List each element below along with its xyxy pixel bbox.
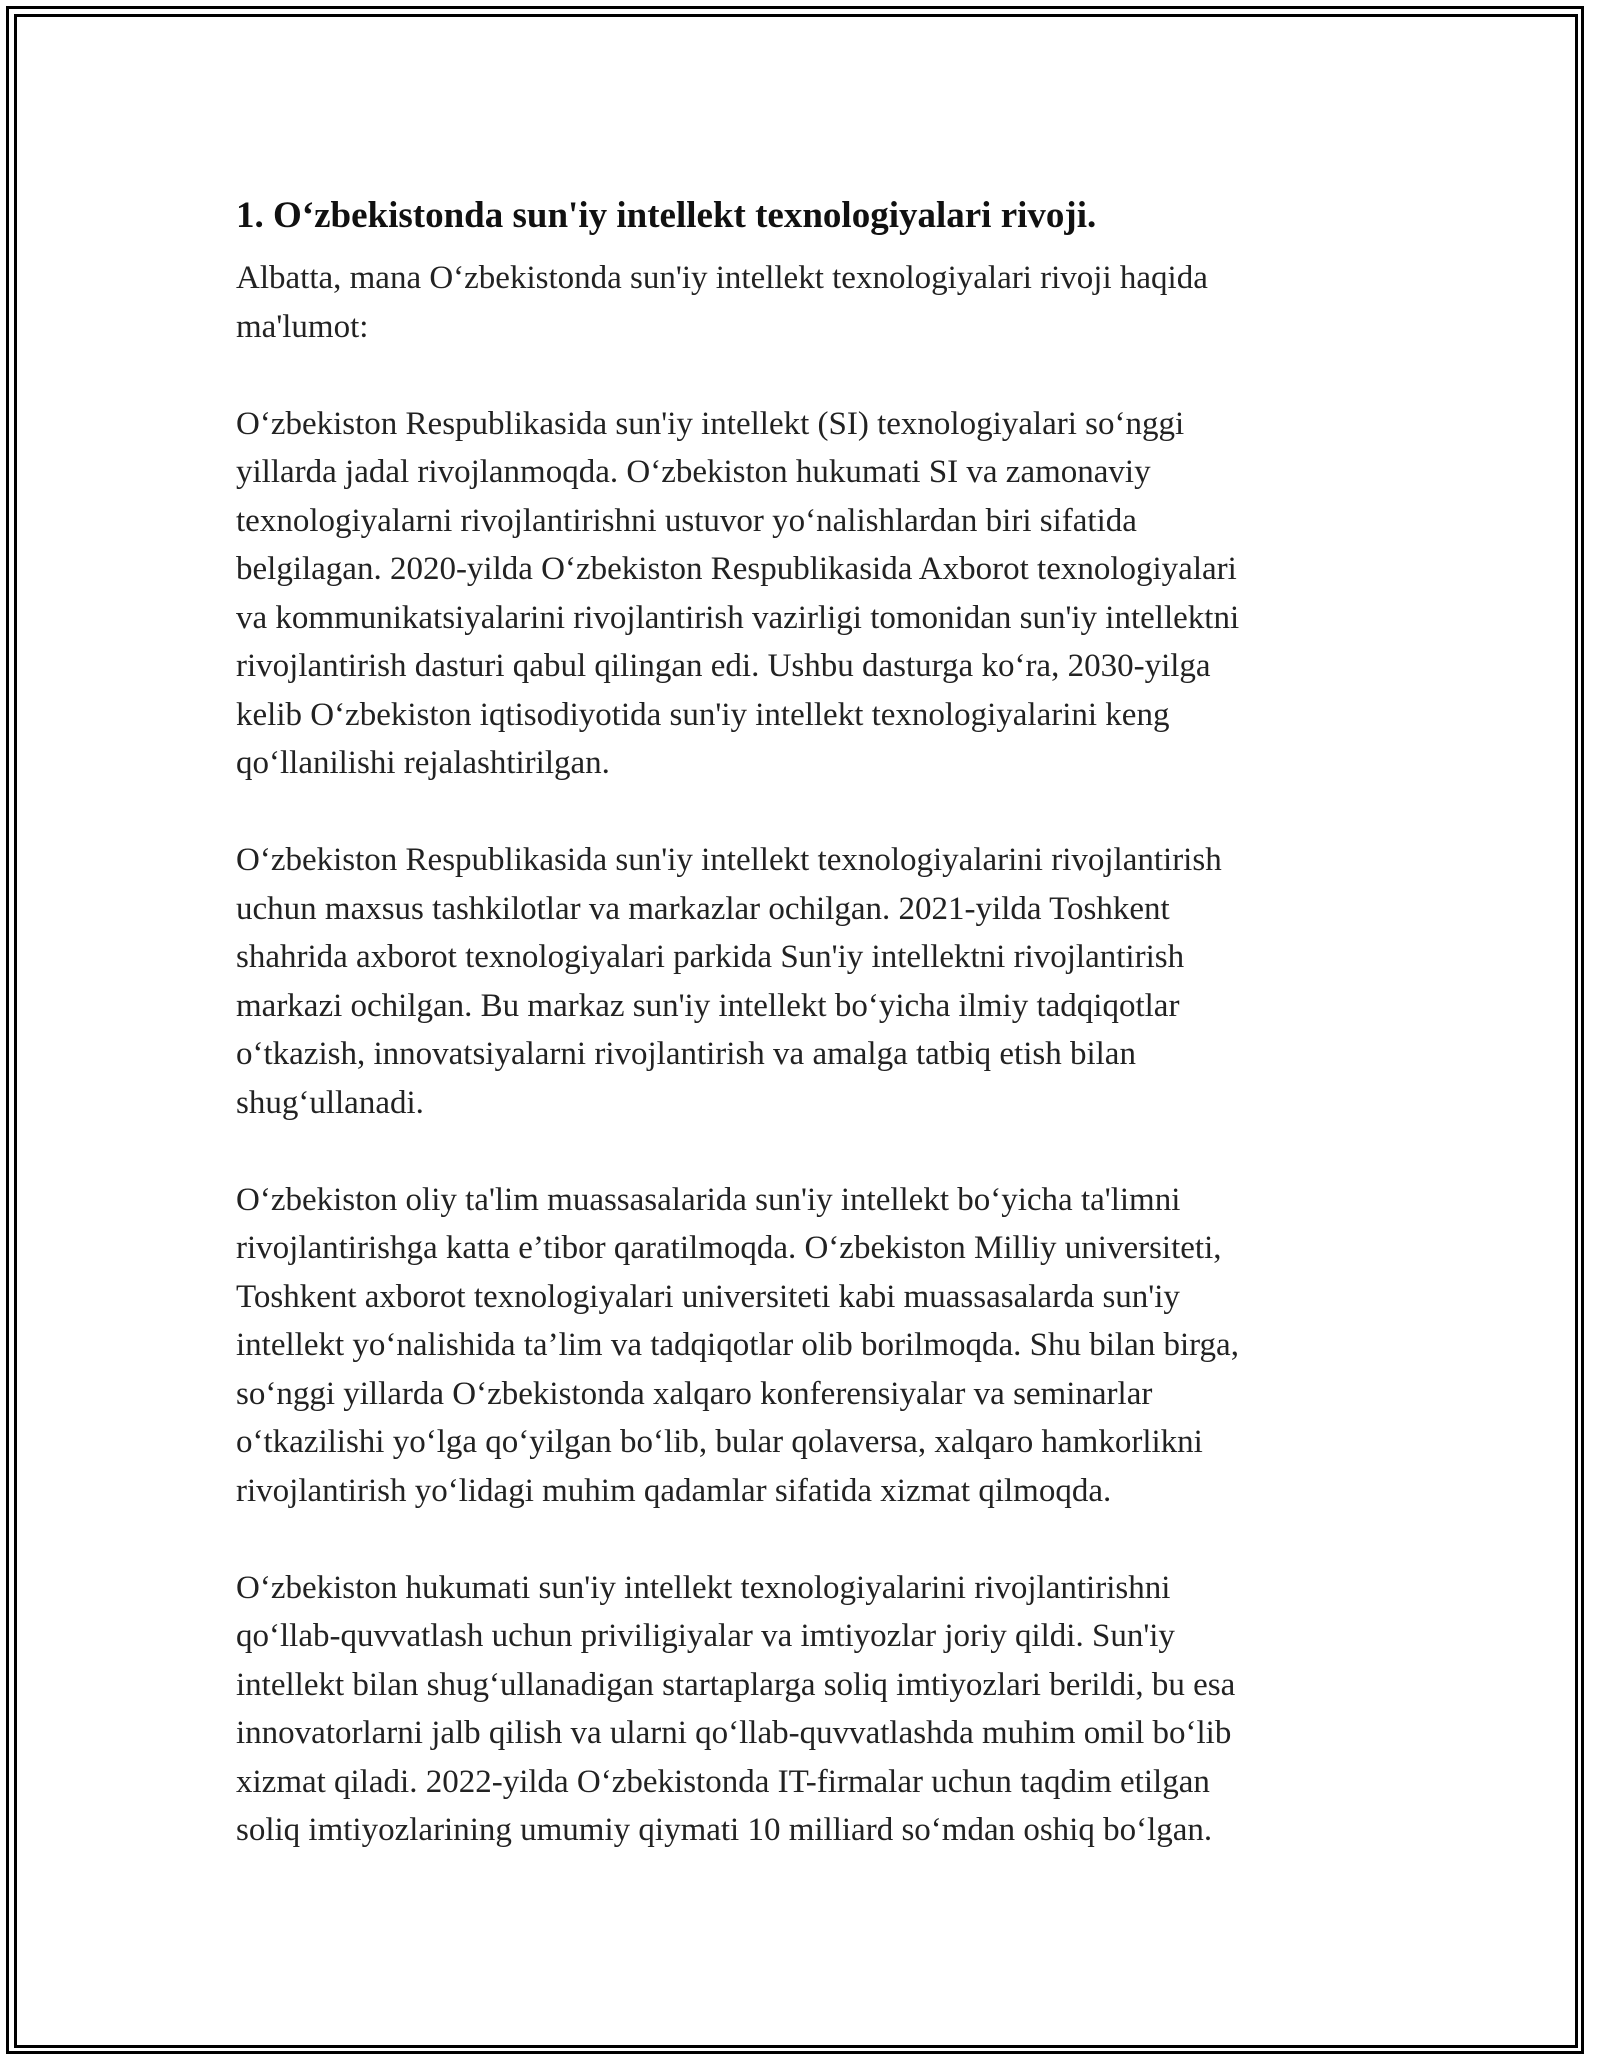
paragraph-line: oʻtkazilishi yoʻlga qoʻyilgan boʻlib, bular qolaversa, xalqaro hamkorlikni bbox=[236, 1424, 1203, 1460]
paragraph-line: oʻtkazish, innovatsiyalarni rivojlantirish va amalga tatbiq etish bilan bbox=[236, 1036, 1136, 1072]
paragraph-line: Oʻzbekiston Respublikasida sun'iy intellekt texnologiyalarini rivojlantirish bbox=[236, 842, 1222, 878]
paragraph-line: Oʻzbekiston Respublikasida sun'iy intellekt (SI) texnologiyalari soʻnggi bbox=[236, 405, 1185, 442]
paragraph-education bbox=[236, 1176, 1356, 1516]
paragraph-line: yillarda jadal rivojlanmoqda. Oʻzbekiston hukumati SI va zamonaviy bbox=[236, 454, 1151, 490]
paragraph-line: Oʻzbekiston hukumati sun'iy intellekt texnologiyalarini rivojlantirishni bbox=[236, 1569, 1171, 1606]
paragraph-line: texnologiyalarni rivojlantirishni ustuvor yoʻnalishlardan biri sifatida bbox=[236, 502, 1137, 539]
paragraph-line: shahrida axborot texnologiyalari parkida Sun'iy intellektni rivojlantirish bbox=[236, 939, 1185, 975]
paragraph-government-support bbox=[236, 1564, 1356, 1855]
paragraph-line: intellekt yoʻnalishida ta’lim va tadqiqotlar olib borilmoqda. Shu bilan birga, bbox=[236, 1327, 1239, 1363]
paragraph-si-development bbox=[236, 400, 1356, 788]
paragraph-line: soʻnggi yillarda Oʻzbekistonda xalqaro konferensiyalar va seminarlar bbox=[236, 1375, 1153, 1412]
paragraph-line: va kommunikatsiyalarini rivojlantirish vazirligi tomonidan sun'iy intellektni bbox=[236, 599, 1240, 636]
paragraph-intro bbox=[236, 254, 1356, 351]
paragraph-line: kelib Oʻzbekiston iqtisodiyotida sun'iy intellekt texnologiyalarini keng bbox=[236, 696, 1170, 733]
paragraph-line: belgilagan. 2020-yilda Oʻzbekiston Respublikasida Axborot texnologiyalari bbox=[236, 551, 1237, 587]
paragraph-line: rivojlantirishga katta e’tibor qaratilmoqda. Oʻzbekiston Milliy universiteti, bbox=[236, 1230, 1222, 1266]
paragraph-line: ma'lumot: bbox=[236, 308, 369, 345]
paragraph-line: Toshkent axborot texnologiyalari universiteti kabi muassasalarda sun'iy bbox=[236, 1278, 1180, 1315]
paragraph-centers bbox=[236, 836, 1356, 1127]
paragraph-line: rivojlantirish dasturi qabul qilingan edi. Ushbu dasturga koʻra, 2030-yilga bbox=[236, 648, 1211, 684]
paragraph-line: Albatta, mana Oʻzbekistonda sun'iy intellekt texnologiyalari rivoji haqida bbox=[236, 260, 1208, 296]
paragraph-line: xizmat qiladi. 2022-yilda Oʻzbekistonda IT-firmalar uchun taqdim etilgan bbox=[236, 1763, 1210, 1800]
paragraph-line: markazi ochilgan. Bu markaz sun'iy intellekt boʻyicha ilmiy tadqiqotlar bbox=[236, 987, 1180, 1024]
paragraph-line: soliq imtiyozlarining umumiy qiymati 10 milliard soʻmdan oshiq boʻlgan. bbox=[236, 1812, 1213, 1848]
paragraph-line: qoʻllanilishi rejalashtirilgan. bbox=[236, 745, 610, 781]
paragraph-line: intellekt bilan shugʻullanadigan startaplarga soliq imtiyozlari berildi, bu esa bbox=[236, 1666, 1236, 1703]
document-body bbox=[236, 186, 1356, 1903]
paragraph-line: qoʻllab-quvvatlash uchun priviligiyalar va imtiyozlar joriy qildi. Sun'iy bbox=[236, 1618, 1175, 1654]
paragraph-line: uchun maxsus tashkilotlar va markazlar ochilgan. 2021-yilda Toshkent bbox=[236, 890, 1170, 927]
paragraph-line: Oʻzbekiston oliy ta'lim muassasalarida sun'iy intellekt boʻyicha ta'limni bbox=[236, 1181, 1181, 1218]
paragraph-line: shugʻullanadi. bbox=[236, 1084, 424, 1121]
paragraph-line: rivojlantirish yoʻlidagi muhim qadamlar sifatida xizmat qilmoqda. bbox=[236, 1472, 1112, 1509]
paragraph-line: innovatorlarni jalb qilish va ularni qoʻllab-quvvatlashda muhim omil boʻlib bbox=[236, 1715, 1232, 1751]
document-title: 1. Oʻzbekistonda sun'iy intellekt texnologiyalari rivoji. bbox=[236, 195, 1097, 236]
